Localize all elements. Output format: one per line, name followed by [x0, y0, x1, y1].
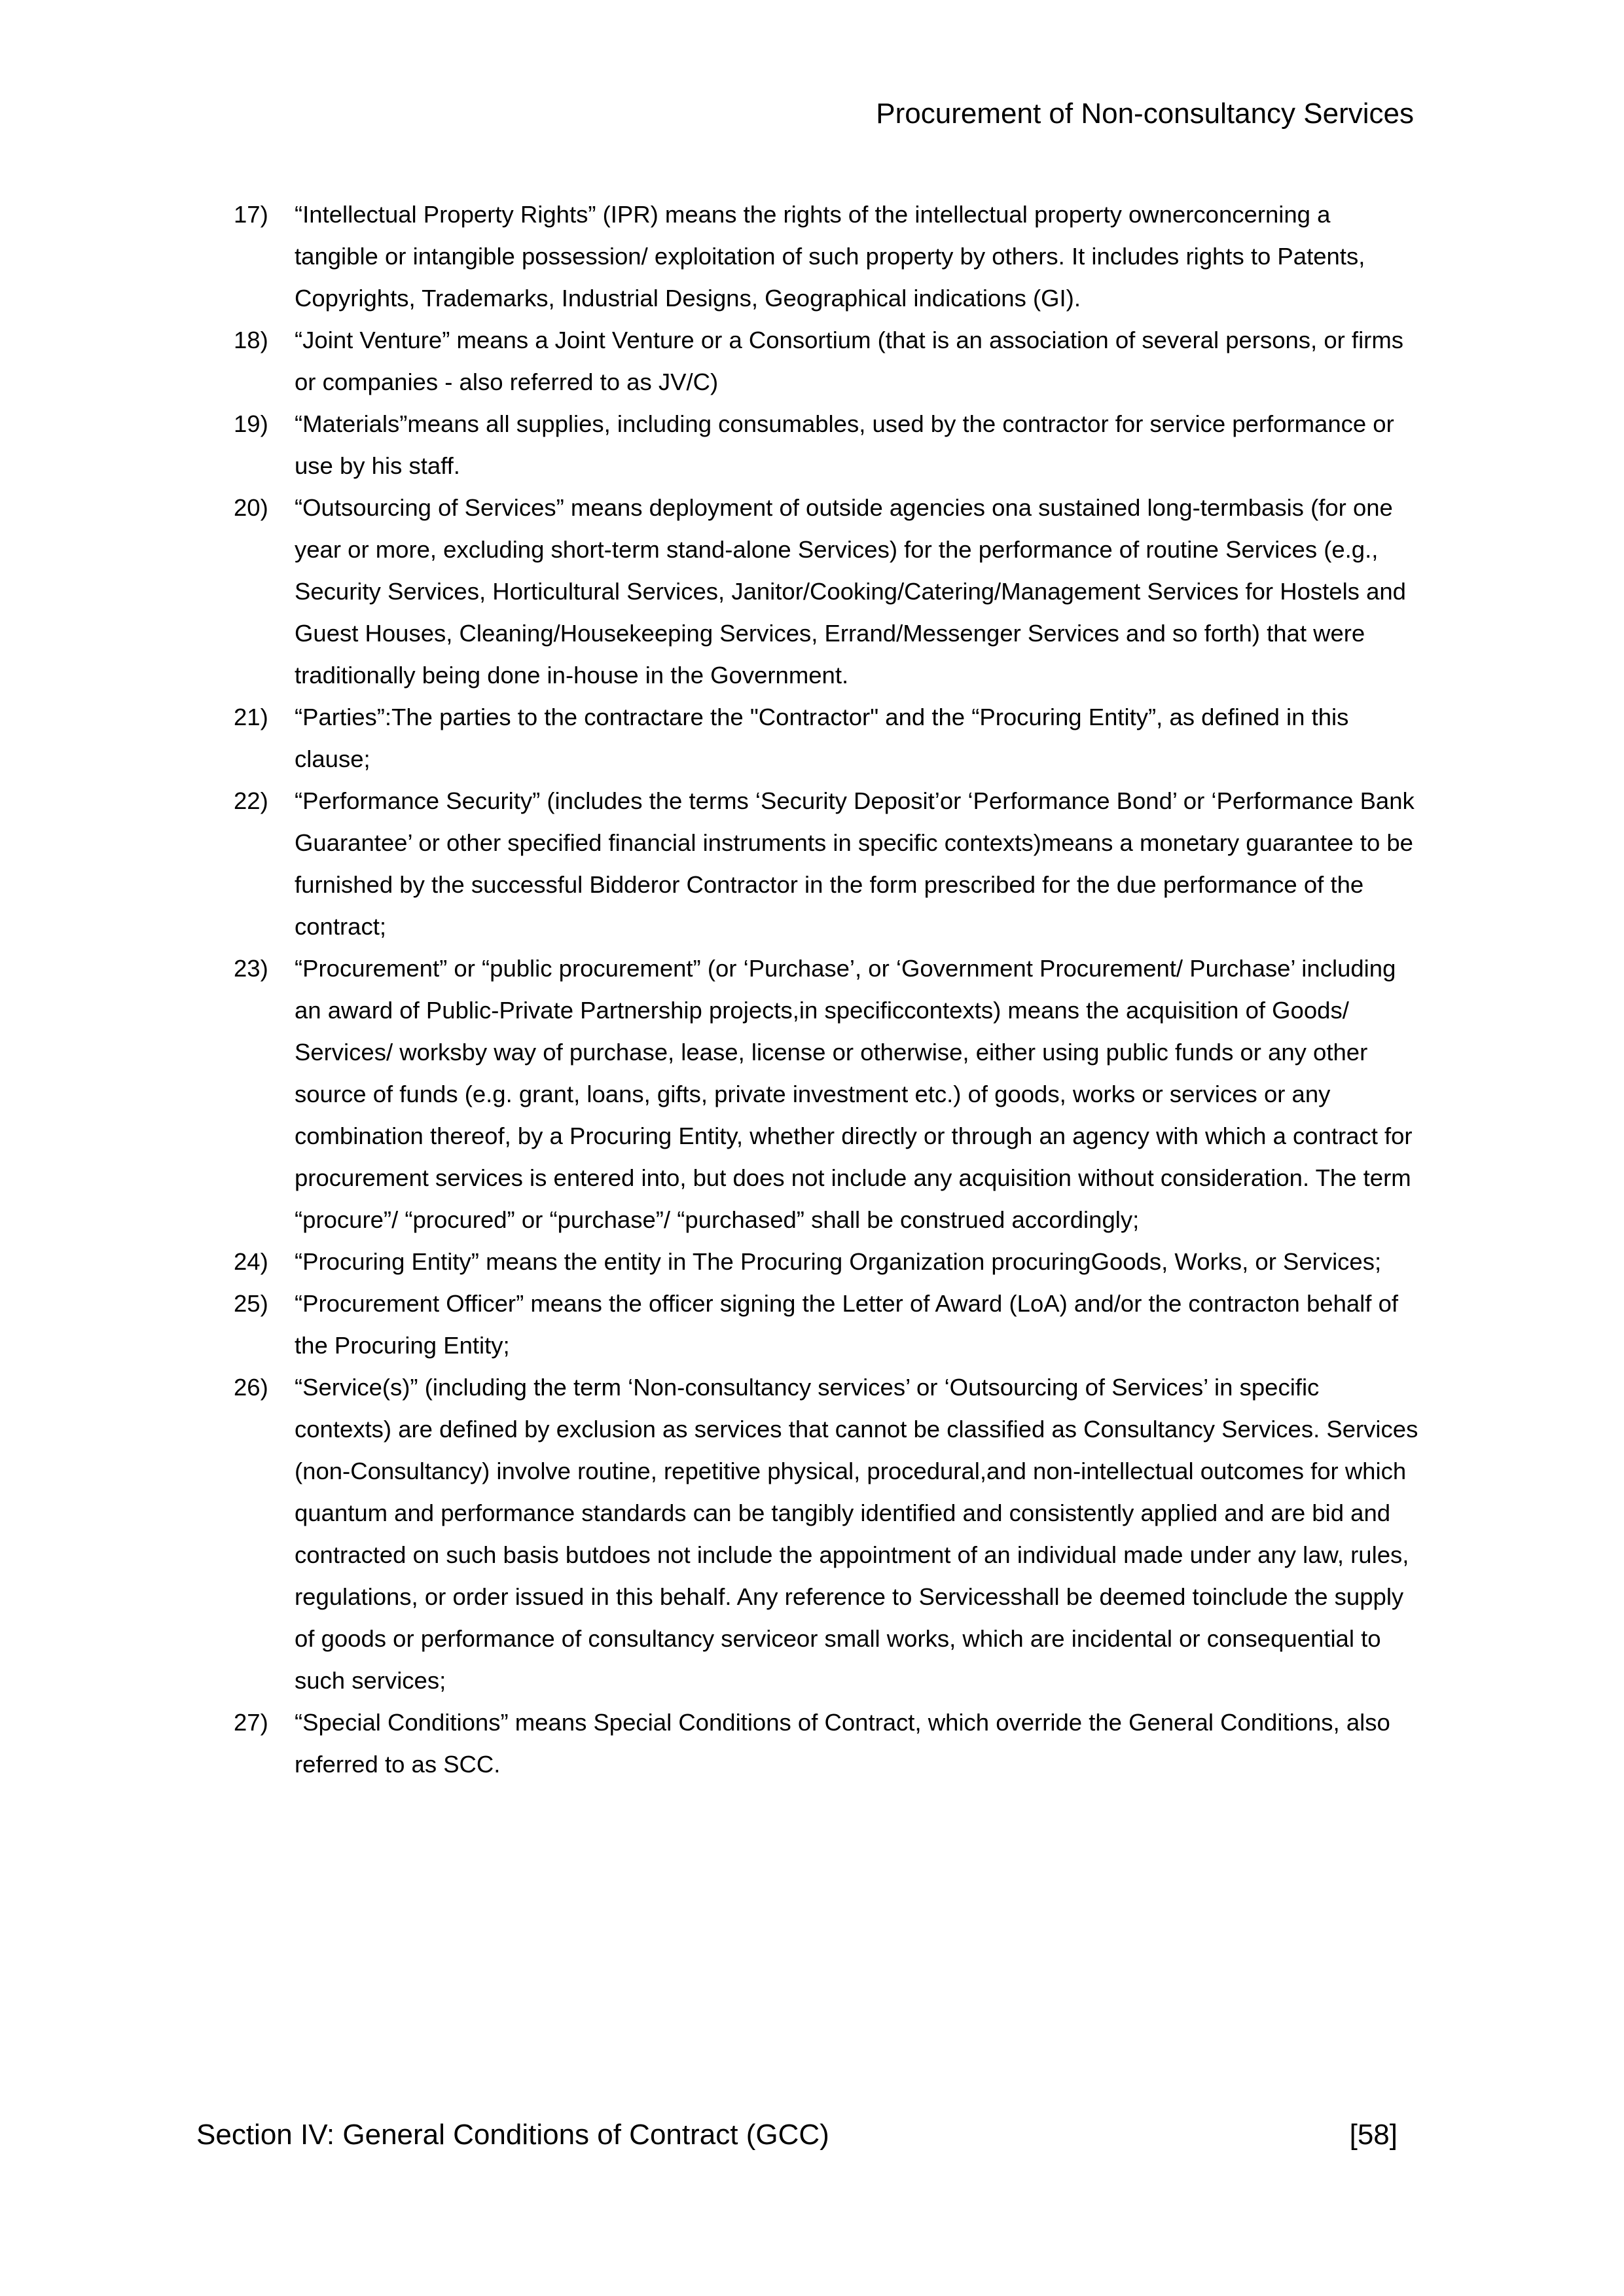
list-number: 26) [234, 1374, 268, 1401]
definition-item [234, 487, 1420, 696]
list-number: 27) [234, 1709, 268, 1736]
page-header-title: Procurement of Non-consultancy Services [876, 98, 1414, 130]
list-number: 23) [234, 955, 268, 982]
list-number: 20) [234, 494, 268, 521]
definition-item [234, 948, 1420, 1241]
page-footer [196, 2118, 1398, 2153]
definition-text: “Outsourcing of Services” means deployment of outside agencies ona sustained long-termbasis (for one year or more, excluding short-term stand-alone Services) for the performance of routine Services (e.g., Security Services, Horticultural Services, Janitor/Cooking/Catering/Management Services for Hostels and Guest Houses, Cleaning/Housekeeping Services, Errand/Messenger Services and so forth) that were traditionally being done in-house in the Government. [295, 494, 1406, 689]
footer-section-label: Section IV: General Conditions of Contract (GCC) [196, 2119, 829, 2151]
definition-item [234, 319, 1420, 403]
list-number: 25) [234, 1290, 268, 1317]
definitions-list [234, 194, 1420, 1785]
definition-item [234, 1241, 1420, 1283]
definition-text: “Procurement” or “public procurement” (or ‘Purchase’, or ‘Government Procurement/ Purchase’ including an award of Public-Private Partnership projects,in specificcontexts) means the acquisition of Goods/ Services/ worksby way of purchase, lease, license or otherwise, either using public funds or any other source of funds (e.g. grant, loans, gifts, private investment etc.) of goods, works or services or any combination thereof, by a Procuring Entity, whether directly or through an agency with which a contract for procurement services is entered into, but does not include any acquisition without consideration. The term “procure”/ “procured” or “purchase”/ “purchased” shall be construed accordingly; [295, 955, 1413, 1233]
definition-text: “Intellectual Property Rights” (IPR) means the rights of the intellectual property ownerconcerning a tangible or intangible possession/ exploitation of such property by others. It includes rights to Patents, Copyrights, Trademarks, Industrial Designs, Geographical indications (GI). [295, 201, 1365, 312]
definition-text: “Special Conditions” means Special Conditions of Contract, which override the General Conditions, also referred to as SCC. [295, 1709, 1390, 1778]
definition-item [234, 1367, 1420, 1702]
definition-text: “Parties”:The parties to the contractare the "Contractor" and the “Procuring Entity”, as defined in this clause; [295, 704, 1349, 772]
list-number: 18) [234, 327, 268, 353]
list-number: 21) [234, 704, 268, 730]
definition-text: “Service(s)” (including the term ‘Non-consultancy services’ or ‘Outsourcing of Services’ in specific contexts) are defined by exclusion as services that cannot be classified as Consultancy Services. Services (non-Consultancy) involve routine, repetitive physical, procedural,and non-intellectual outcomes for which quantum and performance standards can be tangibly identified and consistently applied and are bid and contracted on such basis butdoes not include the appointment of an individual made under any law, rules, regulations, or order issued in this behalf. Any reference to Servicesshall be deemed toinclude the supply of goods or performance of consultancy serviceor small works, which are incidental or consequential to such services; [295, 1374, 1418, 1694]
definition-item [234, 1283, 1420, 1367]
list-number: 24) [234, 1248, 268, 1275]
definition-item [234, 403, 1420, 487]
list-number: 17) [234, 201, 268, 228]
definition-text: “Materials”means all supplies, including consumables, used by the contractor for service performance or use by his staff. [295, 410, 1394, 479]
definition-text: “Procurement Officer” means the officer signing the Letter of Award (LoA) and/or the contracton behalf of the Procuring Entity; [295, 1290, 1399, 1359]
list-number: 22) [234, 787, 268, 814]
definition-text: “Procuring Entity” means the entity in The Procuring Organization procuringGoods, Works, or Services; [295, 1248, 1382, 1275]
definition-text: “Joint Venture” means a Joint Venture or a Consortium (that is an association of several persons, or firms or companies - also referred to as JV/C) [295, 327, 1403, 395]
footer-page-number: [58] [1349, 2119, 1398, 2151]
definition-item [234, 194, 1420, 319]
definition-text: “Performance Security” (includes the terms ‘Security Deposit’or ‘Performance Bond’ or ‘Performance Bank Guarantee’ or other specified financial instruments in specific contexts)means a monetary guarantee to be furnished by the successful Bidderor Contractor in the form prescribed for the due performance of the contract; [295, 787, 1415, 940]
definition-item [234, 696, 1420, 780]
definition-item [234, 780, 1420, 948]
list-number: 19) [234, 410, 268, 437]
definition-item [234, 1702, 1420, 1785]
